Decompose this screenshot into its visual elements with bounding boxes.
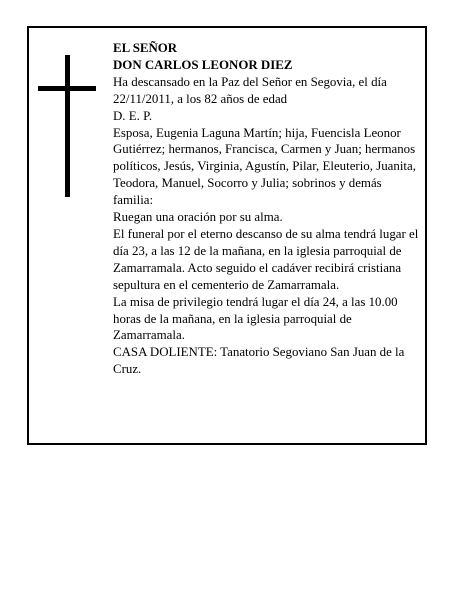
prayer-request: Ruegan una oración por su alma. (113, 210, 283, 225)
deceased-name: DON CARLOS LEONOR DIEZ (113, 57, 293, 72)
family-list: Esposa, Eugenia Laguna Martín; hija, Fuencisla Leonor Gutiérrez; hermanos, Francisca, Carmen y Juan; hermanos políticos, Jesús, Virginia, Agustín, Pilar, Eleuterio, Juanita, Teodora, Manuel, Socorro y Julia; sobrinos y demás familia: (113, 125, 416, 208)
obituary-text (113, 40, 421, 378)
death-announcement: Ha descansado en la Paz del Señor en Segovia, el día 22/11/2011, a los 82 años de edad (113, 74, 387, 106)
deceased-title: EL SEÑOR (113, 41, 178, 55)
cross-vertical-bar (65, 55, 70, 197)
cross-icon (38, 55, 96, 197)
funeral-details: El funeral por el eterno descanso de su alma tendrá lugar el día 23, a las 12 de la mañana, en la iglesia parroquial de Zamarramala. Acto seguido el cadáver recibirá cristiana sepultura en el cementerio de Zamarramala. (113, 226, 419, 292)
mourning-house: CASA DOLIENTE: Tanatorio Segoviano San Juan de la Cruz. (113, 345, 405, 377)
rip-abbreviation: D. E. P. (113, 108, 153, 123)
mass-details: La misa de privilegio tendrá lugar el día 24, a las 10.00 horas de la mañana, en la iglesia parroquial de Zamarramala. (113, 294, 398, 343)
cross-horizontal-bar (38, 86, 96, 91)
